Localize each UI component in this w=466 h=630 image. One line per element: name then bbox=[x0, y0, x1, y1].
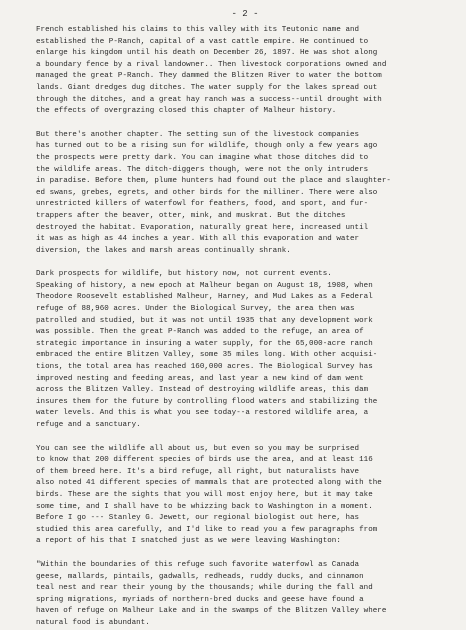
paragraph-dark-prospects: Dark prospects for wildlife, but history now, not current events. Speaking of history, a new epoch at Malheur began on August 18, 1908, when Theodore Roosevelt established Malheur, Harney, and Mud Lakes as a Federal refuge of 88,960 acres. Under the Biological Survey, the area then was patrolled and studied, but it was not until 1935 that any development work was possible. Then the great P-Ranch was added to the refuge, an area of strategic importance in insuring a water supply, for the 65,000-acre ranch embraced the entire Blitzen Valley, some 35 miles long. With other acquisi- tions, the total area has reached 160,000 acres. The Biological Survey has improved nesting and feeding areas, and last year a new kind of dam went across the Blitzen Valley. Instead of destroying wildlife areas, this dam insures them for the future by controlling flood waters and stabilizing the water levels. And this is what you see today--a restored wildlife area, a refuge and a sanctuary. bbox=[36, 270, 378, 429]
paragraph-another-chapter: But there's another chapter. The setting sun of the livestock companies has turned out to be a rising sun for wildlife, though only a few years ago the prospects were pretty dark. You can imagine what those ditches did to the wildlife areas. The ditch-diggers though, were not the only intruders in paradise. Before them, plume hunters had found out the place and slaughter- ed swans, grebes, egrets, and other birds for the milliner. There were also unrestricted killers of waterfowl for feathers, food, and sport, and fur- trappers after the beaver, otter, mink, and muskrat. But the ditches destroyed the habitat. Evaporation, naturally great here, increased until it was as high as 44 inches a year. With all this evaporation and water diversion, the lakes and marsh areas continually shrank. bbox=[36, 130, 391, 255]
paragraph-wildlife-species: You can see the wildlife all about us, but even so you may be surprised to know that 200 different species of birds use the area, and at least 116 of them breed here. It's a bird refuge, all right, but naturalists have also noted 41 different species of mammals that are protected along with the birds. These are the sights that you will most enjoy here, but it may take some time, and I shall have to be whizzing back to Washington in a moment. Before I go --- Stanley G. Jewett, our regional biologist out here, has studied this area carefully, and I'd like to read you a few paragraphs from a report of his that I snatched just as we were leaving Washington: bbox=[36, 444, 382, 546]
paragraph-p-ranch-history: French established his claims to this valley with its Teutonic name and established the P-Ranch, capital of a vast cattle empire. He continued to enlarge his kingdom until his death on December 26, 1897. He was shot along a boundary fence by a rival landowner.. Then livestock corporations owned and managed the great P-Ranch. They dammed the Blitzen River to water the bottom lands. Giant dredges dug ditches. The water supply for the lakes spread out through the ditches, and a great hay ranch was a success--until drought with the effects of overgrazing closed this chapter of Malheur history. bbox=[36, 26, 387, 116]
page-number: - 2 - bbox=[231, 9, 259, 19]
paragraph-jewett-quote: "Within the boundaries of this refuge such favorite waterfowl as Canada geese, mallards, pintails, gadwalls, redheads, ruddy ducks, and cinnamon teal nest and rear their young by the thousands; while during the fall and spring migrations, myriads of northern-bred ducks and geese have found a haven of refuge on Malheur Lake and in the swamps of the Blitzen Valley where natural food is abundant. bbox=[36, 560, 387, 627]
